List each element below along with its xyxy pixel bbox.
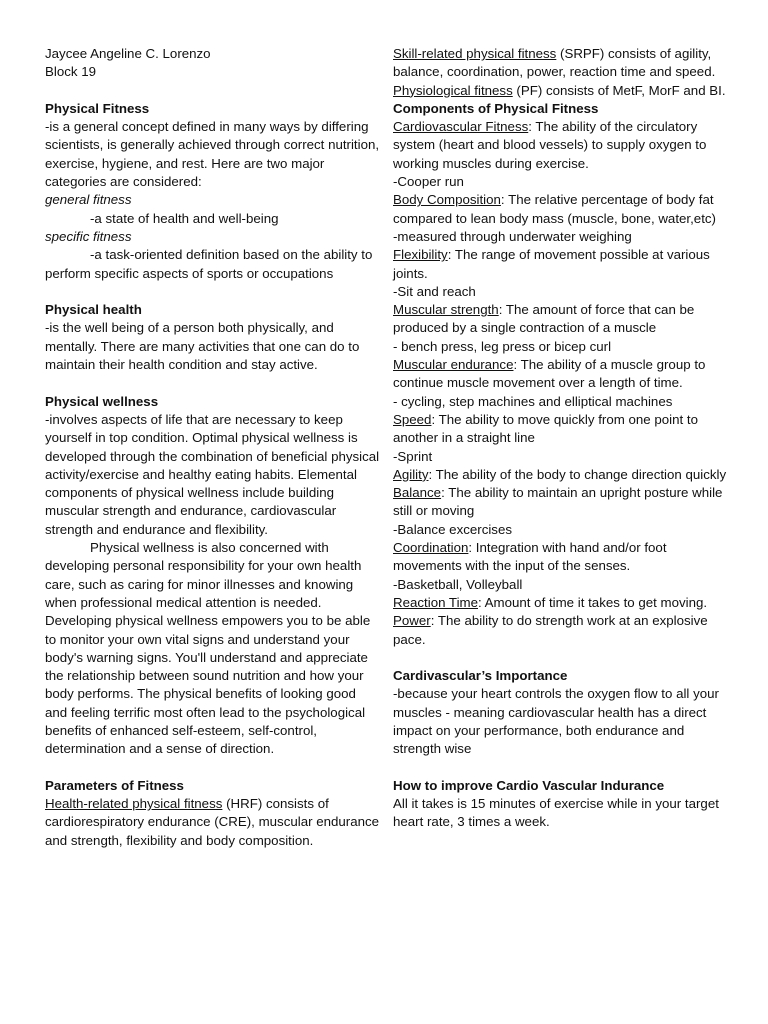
right-column	[393, 45, 733, 832]
component-item	[393, 484, 733, 521]
component-definition: : The amount of force that can be produced by a single contraction of a muscle	[393, 302, 695, 336]
parameters-heading: Parameters of Fitness	[45, 777, 184, 793]
component-term: Agility	[393, 466, 429, 482]
component-item	[393, 539, 733, 576]
component-example: -Cooper run	[393, 174, 464, 190]
component-definition: : The ability to do strength work at an explosive pace.	[393, 613, 708, 647]
srpf-term: Skill-related physical fitness	[393, 46, 557, 61]
component-item	[393, 118, 733, 173]
cardio-importance-heading: Cardivascular’s Importance	[393, 668, 568, 684]
general-fitness-definition: -a state of health and well-being	[90, 210, 279, 226]
component-term: Cardiovascular Fitness	[393, 119, 529, 135]
component-definition: : The ability to maintain an upright posture while still or moving	[393, 485, 723, 519]
component-item	[393, 594, 733, 612]
component-example: - bench press, leg press or bicep curl	[393, 338, 612, 354]
left-column	[45, 45, 380, 850]
component-example: -Sprint	[393, 448, 433, 464]
component-term: Muscular endurance	[393, 357, 514, 373]
component-definition: : Integration with hand and/or foot movements with the input of the senses.	[393, 540, 667, 574]
hrf-paragraph	[45, 795, 380, 850]
component-definition: : The relative percentage of body fat compared to lean body mass (muscle, bone, water,etc)	[393, 192, 716, 226]
component-example: - cycling, step machines and elliptical machines	[393, 393, 673, 409]
component-term: Power	[393, 613, 431, 629]
component-example: -measured through underwater weighing	[393, 228, 632, 244]
author-name: Jaycee Angeline C. Lorenzo	[45, 46, 211, 61]
general-fitness-label: general fitness	[45, 192, 132, 208]
pf-term: Physiological fitness	[393, 82, 513, 98]
cardio-importance-body: -because your heart controls the oxygen flow to all your muscles - meaning cardiovascular health has a direct impact on your performance, both endurance and strength wise	[393, 686, 719, 757]
improve-heading: How to improve Cardio Vascular Indurance	[393, 777, 665, 793]
component-term: Reaction Time	[393, 594, 478, 610]
component-example: -Balance excercises	[393, 521, 512, 537]
component-item	[393, 191, 733, 228]
physical-fitness-body: -is a general concept defined in many ways by differing scientists, is generally achieved through correct nutrition, exercise, hygiene, and rest. Here are two major categories are considered:	[45, 119, 380, 190]
component-example: -Basketball, Volleyball	[393, 576, 523, 592]
physical-wellness-body: -involves aspects of life that are necessary to keep yourself in top condition. Optimal physical wellness is developed through the combination of beneficial physical activity/exercise and healthy eating habits. Elemental components of physical wellness include building muscular strength and endurance, cardiovascular strength and endurance and flexibility.	[45, 411, 380, 537]
component-item	[393, 612, 733, 649]
component-term: Body Composition	[393, 192, 501, 208]
block-number: Block 19	[45, 64, 96, 80]
physical-wellness-heading: Physical wellness	[45, 393, 159, 409]
hrf-definition: (HRF) consists of cardiorespiratory endurance (CRE), muscular endurance and strength, flexibility and body composition.	[45, 796, 380, 848]
component-definition: : The ability of the body to change direction quickly	[428, 466, 727, 482]
improve-body: All it takes is 15 minutes of exercise while in your target heart rate, 3 times a week.	[393, 796, 719, 830]
component-item	[393, 246, 733, 283]
component-definition: : The range of movement possible at various joints.	[393, 247, 710, 281]
component-example: -Sit and reach	[393, 283, 476, 299]
component-item	[393, 301, 733, 338]
component-item	[393, 466, 733, 484]
component-term: Flexibility	[393, 247, 448, 263]
pf-definition: (PF) consists of MetF, MorF and BI.	[512, 82, 726, 98]
component-term: Speed	[393, 411, 432, 427]
hrf-term: Health-related physical fitness	[45, 796, 223, 812]
specific-fitness-label: specific fitness	[45, 228, 132, 244]
component-definition: : The ability to move quickly from one point to another in a straight line	[393, 411, 699, 446]
component-item	[393, 356, 733, 393]
component-definition: : The ability of the circulatory system (heart and blood vessels) to supply oxygen to working muscles during exercise.	[393, 119, 707, 171]
srpf-paragraph	[393, 45, 733, 82]
srpf-definition: (SRPF) consists of agility, balance, coordination, power, reaction time and speed.	[393, 46, 716, 80]
pf-paragraph	[393, 82, 733, 100]
physical-fitness-heading: Physical Fitness	[45, 100, 150, 116]
component-term: Balance	[393, 485, 442, 501]
component-definition: : Amount of time it takes to get moving.	[478, 594, 708, 610]
physical-health-heading: Physical health	[45, 302, 142, 318]
physical-wellness-body-2: Physical wellness is also concerned with developing personal responsibility for your own health care, such as caring for minor illnesses and knowing when professional medical attention is needed. Developing physical wellness empowers you to be able to monitor your own vital signs and understand your body's warning signs. You'll understand and appreciate the relationship between sound nutrition and how your body performs. The physical benefits of looking good and feeling terrific most often lead to the psychological benefits of enhanced self-esteem, self-control, determination and a sense of direction.	[45, 540, 371, 757]
physical-health-body: -is the well being of a person both physically, and mentally. There are many activities that one can do to maintain their health condition and stay active.	[45, 320, 360, 373]
specific-fitness-definition: -a task-oriented definition based on the ability to perform specific aspects of sports or occupations	[45, 247, 373, 281]
components-list	[393, 118, 733, 649]
component-item	[393, 411, 733, 448]
component-term: Muscular strength	[393, 302, 499, 318]
component-term: Coordination	[393, 540, 469, 556]
components-heading: Components of Physical Fitness	[393, 100, 599, 116]
component-definition: : The ability of a muscle group to continue muscle movement over a length of time.	[393, 357, 706, 391]
